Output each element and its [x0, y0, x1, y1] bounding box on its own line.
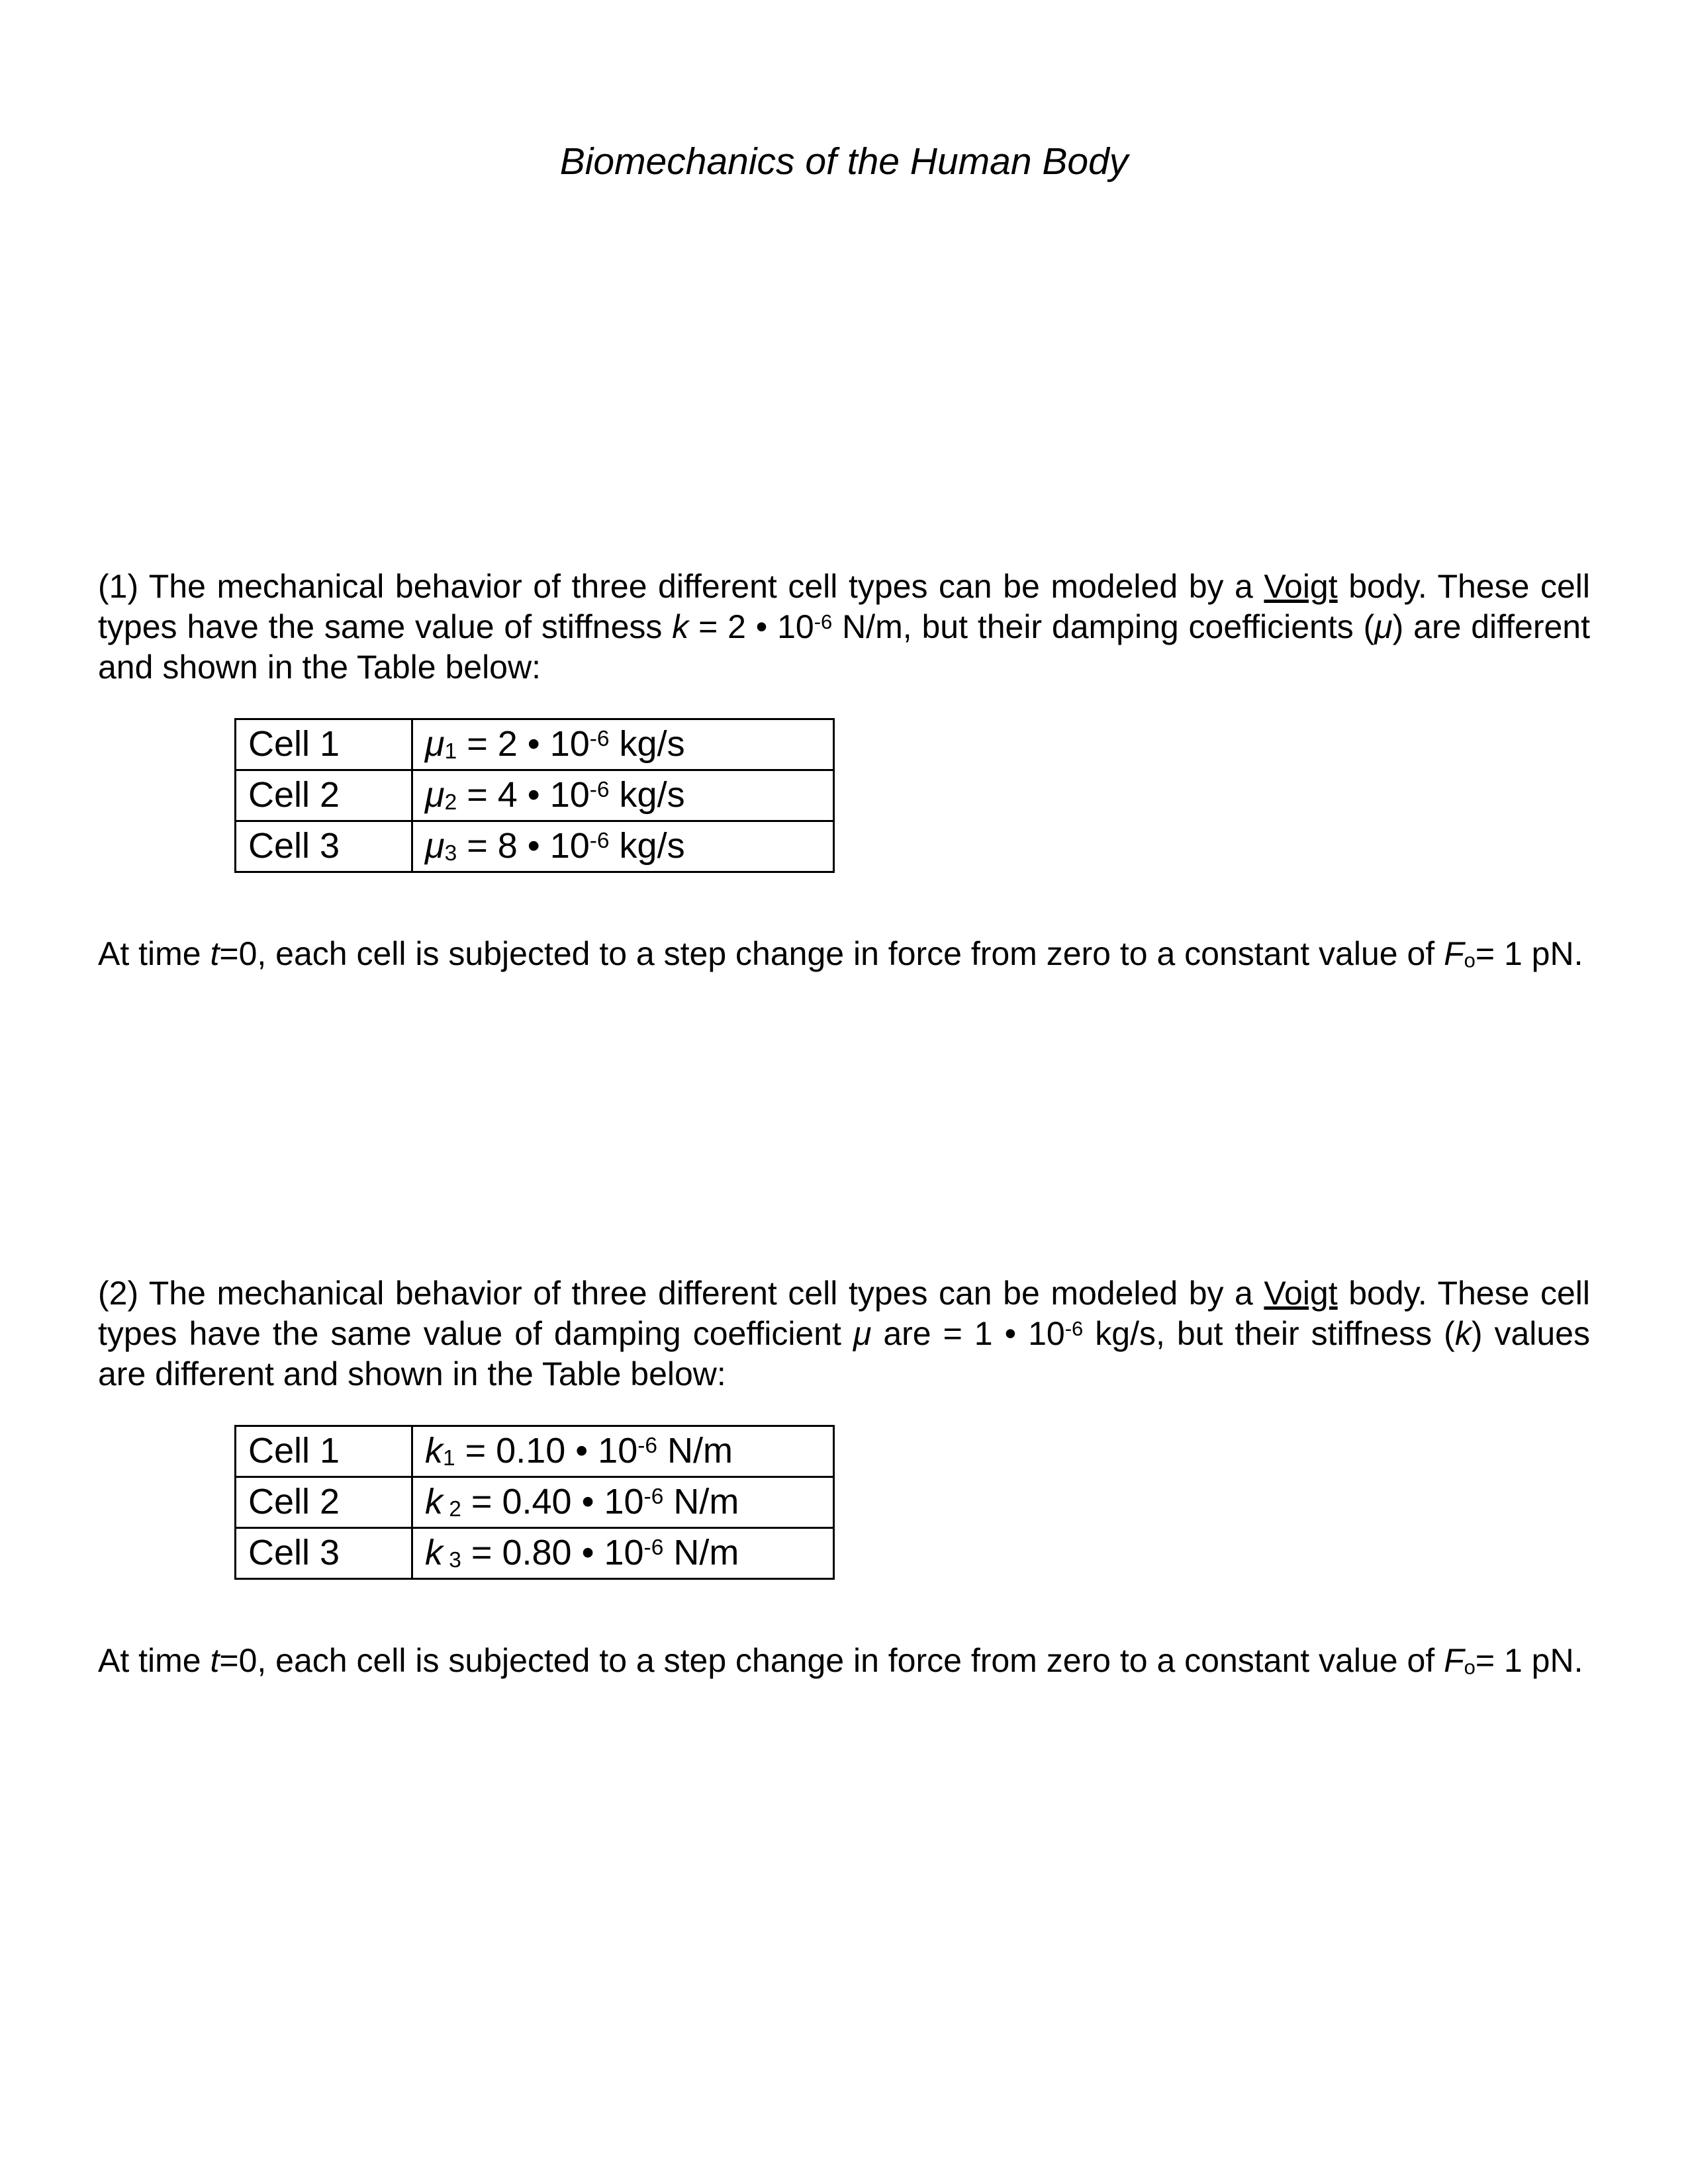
table-row: [236, 719, 834, 770]
table-row: [236, 1477, 834, 1527]
table-row: [236, 1527, 834, 1578]
cell-formula: $\mu_1 = 2$ • $10^{-6}$ kg/s: [412, 719, 834, 770]
page-title: Biomechanics of the Human Body: [559, 140, 1129, 183]
cell-label: Cell 1: [236, 1426, 412, 1477]
cell-formula: $k_1 = 0.10$ • $10^{-6}$ N/m: [412, 1426, 834, 1477]
cell-formula: $\mu_3 = 8$ • $10^{-6}$ kg/s: [412, 821, 834, 872]
problem1-step-note: At time t=0, each cell is subjected to a step change in force from zero to a constant value of $F_o= 1$ pN.: [98, 934, 1583, 972]
problem2-intro-paragraph: (2) The mechanical behavior of three different cell types can be modeled by a Voigt body. These cell types have the same value of damping coefficient μ are = 1 • $10^{-6}$ kg/s, but their stiffness (k) values are different and shown in the Table below:: [98, 1274, 1590, 1392]
cell-formula: $\mu_2 = 4$ • $10^{-6}$ kg/s: [412, 770, 834, 821]
table-row: [236, 1426, 834, 1477]
cell-label: Cell 2: [236, 770, 412, 821]
cell-formula: k $_3$ = 0.80 • $10^{-6}$ N/m: [412, 1527, 834, 1578]
cell-label: Cell 2: [236, 1477, 412, 1527]
table-row: [236, 821, 834, 872]
table-row: [236, 770, 834, 821]
cell-label: Cell 3: [236, 1527, 412, 1578]
cell-label: Cell 3: [236, 821, 412, 872]
problem2-table: [234, 1425, 835, 1580]
problem1-intro-paragraph: (1) The mechanical behavior of three different cell types can be modeled by a Voigt body. These cell types have the same value of stiffness k = 2 • $10^{-6}$ N/m, but their damping coefficients (μ) are different and shown in the Table below:: [98, 567, 1590, 686]
problem2-step-note: At time t=0, each cell is subjected to a step change in force from zero to a constant value of $F_o= 1$ pN.: [98, 1641, 1583, 1679]
cell-formula: k $_2$ = 0.40 • $10^{-6}$ N/m: [412, 1477, 834, 1527]
problem1-table: [234, 718, 835, 873]
cell-label: Cell 1: [236, 719, 412, 770]
